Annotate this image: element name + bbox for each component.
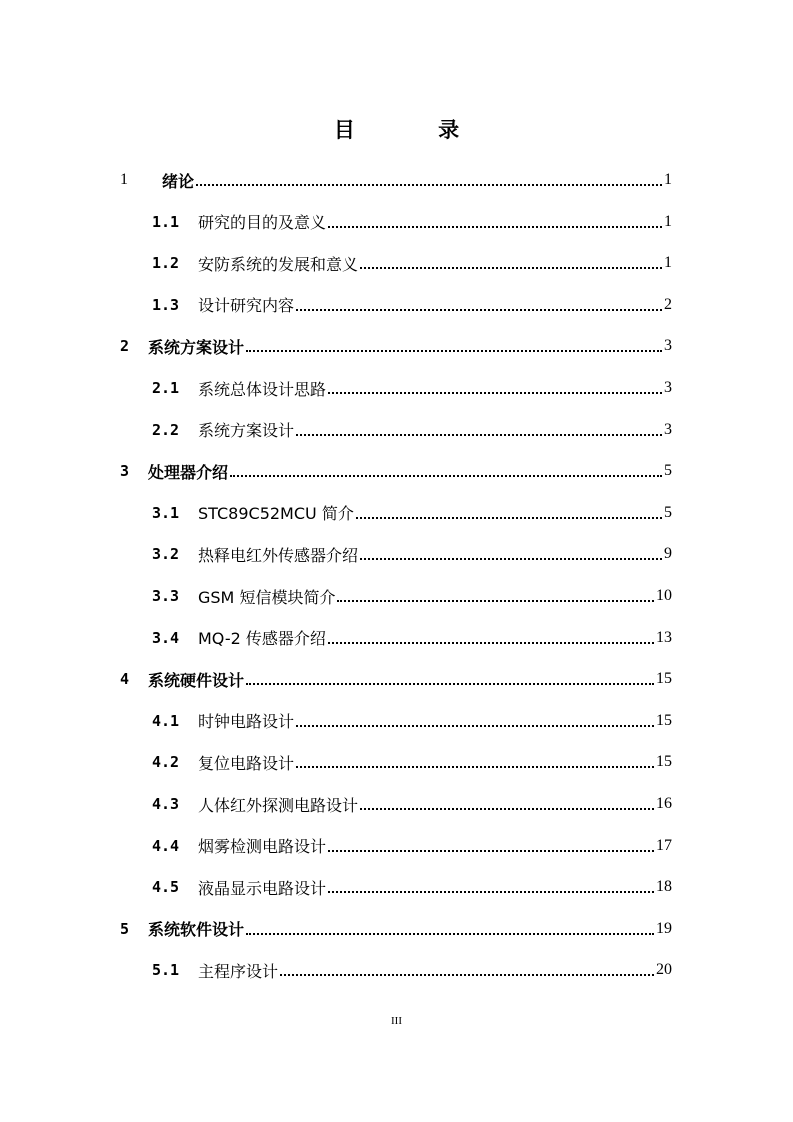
toc-entry-number: 3.1 [152, 503, 180, 522]
toc-entry-page: 16 [656, 795, 672, 812]
toc-entry-number: 1 [120, 171, 128, 188]
toc-dot-leader [296, 725, 654, 727]
toc-entry[interactable] [152, 409, 672, 451]
toc-entry[interactable] [152, 741, 672, 783]
toc-dot-leader [296, 309, 662, 311]
toc-entry[interactable] [152, 201, 672, 243]
toc-entry-page: 1 [664, 171, 672, 188]
toc-entry-number: 3.3 [152, 587, 180, 605]
toc-entry-page: 3 [664, 337, 672, 355]
toc-dot-leader [328, 642, 654, 644]
toc-entry-page: 5 [664, 462, 672, 480]
toc-entry-title: STC89C52MCU 简介 [198, 504, 354, 524]
toc-dot-leader [328, 392, 662, 394]
toc-entry-number: 4.3 [152, 795, 180, 813]
toc-dot-leader [356, 517, 662, 519]
toc-entry-page: 18 [656, 878, 672, 896]
toc-entry[interactable] [120, 325, 672, 367]
toc-entry-number: 4 [120, 670, 130, 689]
toc-dot-leader [360, 808, 654, 810]
toc-dot-leader [280, 974, 654, 976]
toc-dot-leader [246, 350, 662, 352]
toc-entry-title: 系统方案设计 [198, 421, 295, 441]
toc-entry-number: 1.1 [152, 212, 180, 231]
toc-entry-number: 3.4 [152, 628, 180, 647]
toc-entry[interactable] [152, 949, 672, 991]
toc-entry-title: 液晶显示电路设计 [198, 878, 327, 898]
toc-entry-page: 20 [656, 961, 672, 979]
toc-entry[interactable] [152, 866, 672, 908]
page-title: 目 录 [333, 118, 498, 142]
toc-entry-number: 1.3 [152, 295, 180, 314]
toc-entry-title: MQ-2 传感器介绍 [198, 629, 326, 649]
toc-entry-number: 2 [120, 337, 130, 356]
toc-dot-leader [246, 933, 654, 935]
toc-entry-number: 4.5 [152, 878, 180, 897]
toc-entry-title: 安防系统的发展和意义 [198, 254, 359, 274]
toc-entry[interactable] [120, 450, 672, 492]
toc-dot-leader [196, 184, 662, 186]
toc-entry[interactable] [120, 658, 672, 700]
toc-dot-leader [360, 267, 662, 269]
toc-entry-title: 处理器介绍 [148, 462, 229, 482]
toc-dot-leader [230, 475, 662, 477]
toc-entry-page: 13 [656, 628, 672, 646]
toc-entry-number: 5 [120, 919, 130, 938]
toc-entry[interactable] [152, 783, 672, 825]
toc-entry-page: 17 [656, 836, 672, 854]
toc-entry-title: 系统总体设计思路 [198, 379, 327, 399]
toc-entry-page: 2 [664, 295, 672, 313]
toc-entry-number: 3.2 [152, 545, 180, 564]
toc-dot-leader [328, 891, 654, 893]
toc-entry-number: 4.2 [152, 753, 180, 772]
toc-entry-page: 5 [664, 503, 672, 521]
toc-entry-title: 绪论 [162, 171, 195, 191]
toc-entry[interactable] [152, 825, 672, 867]
toc-entry-page: 15 [656, 670, 672, 688]
toc-dot-leader [360, 558, 662, 560]
toc-entry-title: 研究的目的及意义 [198, 213, 327, 233]
toc-entry-title: 烟雾检测电路设计 [198, 837, 327, 857]
toc-entry-number: 4.4 [152, 836, 180, 855]
toc-dot-leader [296, 434, 662, 436]
toc-entry-title: 系统软件设计 [148, 920, 245, 940]
toc-entry-title: 主程序设计 [198, 961, 279, 981]
toc-entry[interactable] [152, 242, 672, 284]
toc-entry-page: 19 [656, 919, 672, 937]
toc-entry[interactable] [152, 617, 672, 659]
toc-entry-number: 1.2 [152, 254, 180, 273]
toc-entry[interactable] [152, 367, 672, 409]
toc-entry-number: 5.1 [152, 961, 180, 980]
toc-entry[interactable] [152, 284, 672, 326]
toc-entry-title: 热释电红外传感器介绍 [198, 545, 359, 565]
toc-entry[interactable] [152, 492, 672, 534]
toc-entry-title: 时钟电路设计 [198, 712, 295, 732]
toc-entry-page: 15 [656, 753, 672, 771]
toc-dot-leader [337, 600, 654, 602]
toc-dot-leader [246, 683, 654, 685]
toc-dot-leader [328, 850, 654, 852]
toc-entry-page: 3 [664, 379, 672, 396]
toc-entry[interactable] [152, 700, 672, 742]
toc-entry[interactable] [120, 159, 672, 201]
toc-entry-title: GSM 短信模块简介 [198, 587, 336, 607]
toc-entry-page: 9 [664, 545, 672, 563]
toc-entry-title: 复位电路设计 [198, 753, 295, 773]
toc-entry[interactable] [152, 533, 672, 575]
toc-entry-page: 15 [656, 711, 672, 729]
toc-entry-title: 人体红外探测电路设计 [198, 795, 359, 815]
toc-dot-leader [296, 766, 654, 768]
toc-entry-title: 设计研究内容 [198, 296, 295, 316]
toc-dot-leader [328, 226, 662, 228]
toc-entry-number: 2.1 [152, 379, 180, 397]
toc-entry-number: 3 [120, 462, 130, 481]
toc-entry-title: 系统方案设计 [148, 337, 245, 357]
toc-entry-page: 1 [664, 212, 672, 230]
toc-entry[interactable] [120, 908, 672, 950]
page-number: III [391, 1015, 402, 1027]
toc-entry-number: 4.1 [152, 711, 180, 730]
toc-entry-page: 3 [664, 420, 672, 438]
toc-entry[interactable] [152, 575, 672, 617]
toc-entry-title: 系统硬件设计 [148, 670, 245, 690]
toc-entry-page: 10 [656, 587, 672, 604]
toc-entry-page: 1 [664, 254, 672, 272]
toc-entry-number: 2.2 [152, 420, 180, 439]
